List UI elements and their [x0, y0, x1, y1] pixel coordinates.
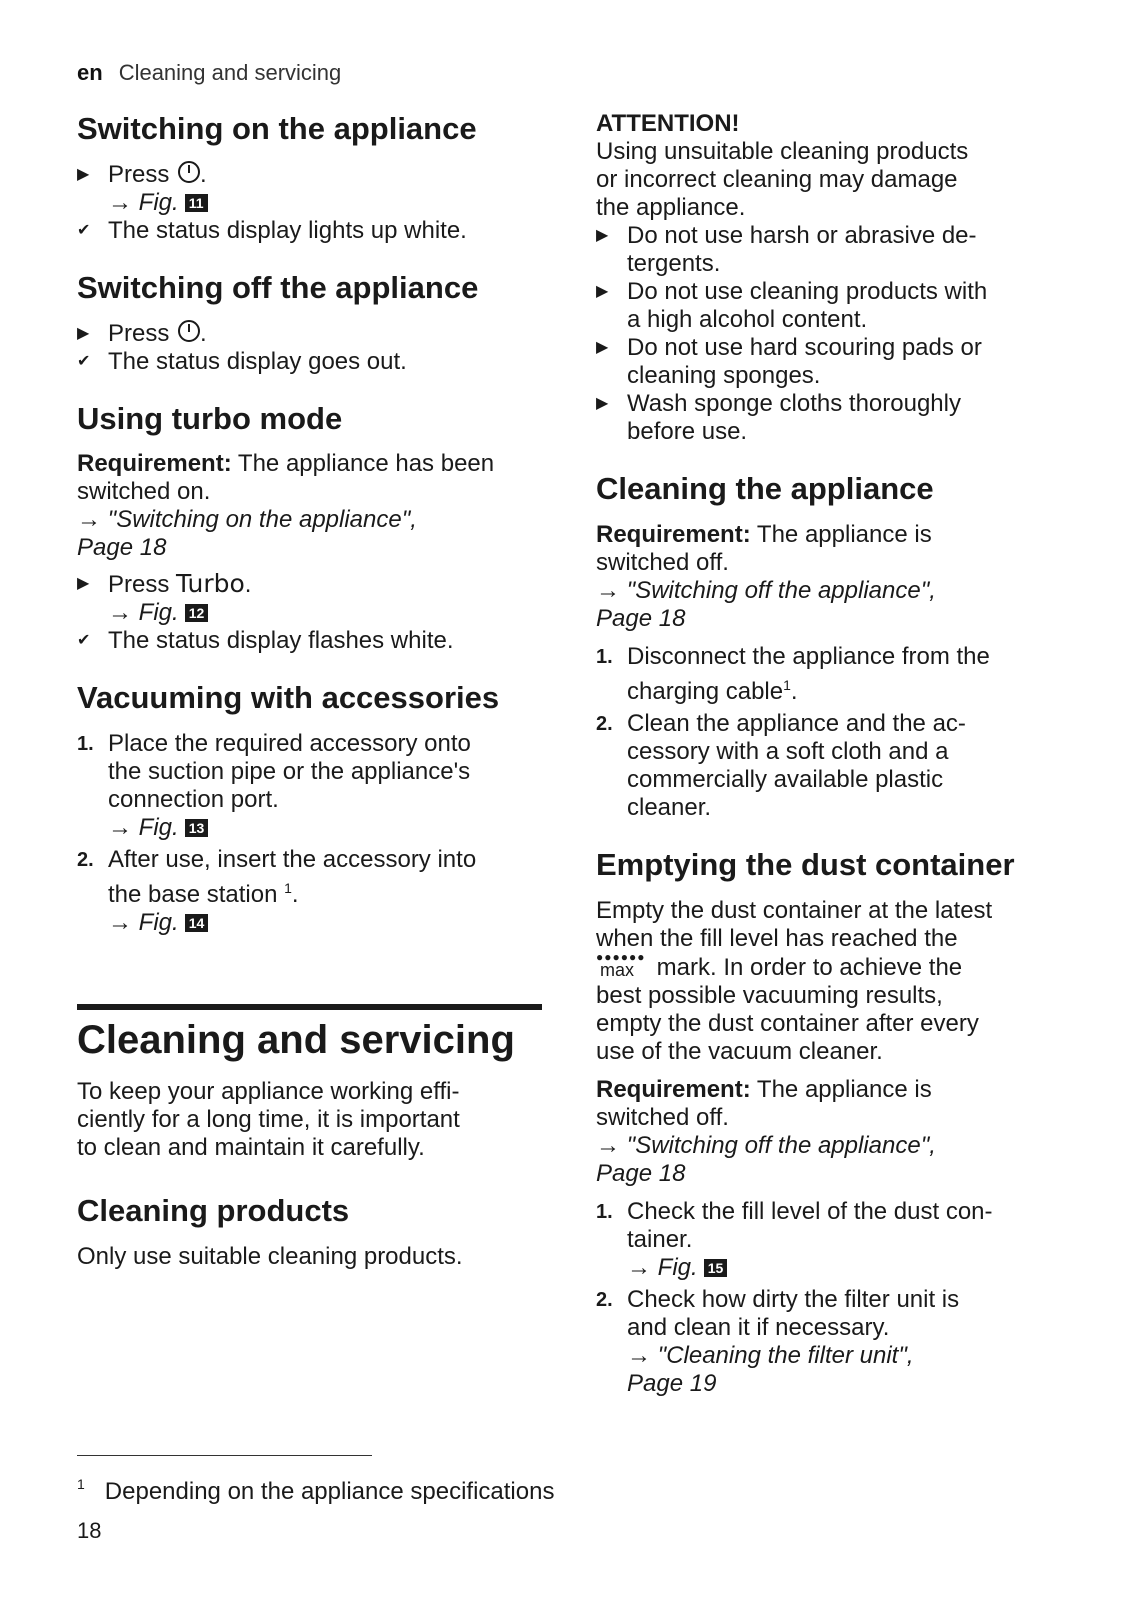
instruction-step: ▶ Press .	[77, 160, 207, 188]
left-column	[77, 110, 547, 961]
cross-reference: → "Switching off the appliance", Page 18	[596, 1131, 936, 1187]
attention-item: ▶ Do not use cleaning products with a high alcohol content.	[596, 278, 988, 333]
heading-switch-on: Switching on the appliance	[77, 111, 477, 146]
heading-cleaning-appliance: Cleaning the appliance	[596, 471, 934, 506]
triangle-bullet-icon: ▶	[596, 227, 609, 244]
footnote-marker: 1	[77, 1476, 85, 1492]
result-line: ✔ The status display flashes white.	[77, 627, 454, 655]
figure-reference: → Fig. 12	[77, 599, 547, 627]
instruction-step: ▶ Press .	[77, 319, 207, 347]
figure-number-badge: 11	[185, 194, 208, 212]
page-number: 18	[77, 1518, 102, 1543]
cleaning-intro: To keep your appliance working effi- ciently for a long time, it is important to clean and maintain it carefully.	[77, 1078, 460, 1161]
heading-cleaning-products: Cleaning products	[77, 1193, 350, 1228]
requirement: Requirement: The appliance has been switched on.	[77, 450, 495, 506]
figure-number-badge: 13	[185, 819, 209, 837]
numbered-step: 2. After use, insert the accessory into the base station $^1$. → Fig. 14	[77, 846, 547, 937]
attention-title: ATTENTION!	[596, 110, 740, 137]
figure-number-badge: 14	[185, 914, 209, 932]
footnote-marker: 1	[783, 676, 791, 693]
triangle-bullet-icon: ▶	[77, 165, 90, 183]
result-line: ✔ The status display lights up white.	[77, 216, 467, 244]
cleaning-products-text: Only use suitable cleaning products.	[77, 1242, 463, 1270]
attention-item: ▶ Wash sponge cloths thoroughly before use.	[596, 390, 961, 445]
max-fill-mark-icon: ●●●●●● max	[596, 949, 646, 980]
header-section-title: Cleaning and servicing	[118, 60, 342, 85]
heading-dust-container: Emptying the dust container	[596, 846, 1015, 882]
dust-paragraph: Empty the dust container at the latest when the fill level has reached the ●●●●●● max mark. In order to achieve the best possible vacuuming results, empty the dust container after every use of the vacuum cleaner.	[596, 896, 993, 1065]
heading-switch-off: Switching off the appliance	[77, 269, 479, 305]
attention-text: Using unsuitable cleaning products or incorrect cleaning may damage the appliance.	[596, 138, 969, 221]
section-turbo	[77, 400, 547, 656]
heading-vacuuming: Vacuuming with accessories	[77, 680, 500, 716]
triangle-bullet-icon: ▶	[77, 324, 90, 342]
footnote-marker: 1	[284, 880, 292, 896]
chapter-title: Cleaning and servicing	[77, 1018, 515, 1062]
instruction-step: ▶ Press Turbo.	[77, 569, 252, 599]
chapter-divider	[77, 1004, 542, 1010]
attention-block	[596, 110, 1066, 446]
section-cleaning-appliance	[596, 470, 1066, 822]
footnote-divider	[77, 1455, 372, 1456]
triangle-bullet-icon: ▶	[596, 339, 609, 356]
triangle-bullet-icon: ▶	[596, 395, 609, 412]
section-vacuuming	[77, 679, 547, 937]
section-switch-off	[77, 269, 547, 376]
power-button-icon	[178, 320, 200, 342]
numbered-step: 2. Clean the appliance and the ac- cessory with a soft cloth and a commercially available plastic cleaner.	[596, 709, 966, 821]
result-line: ✔ The status display goes out.	[77, 347, 407, 375]
cleaning-intro-block	[77, 1078, 547, 1271]
right-column	[596, 110, 1066, 1422]
turbo-button-label: Turbo	[176, 569, 245, 599]
page-header	[77, 60, 341, 86]
numbered-step: 1. Place the required accessory onto the suction pipe or the appliance's connection port. → Fig. 13	[77, 730, 547, 842]
figure-reference: → Fig. 15	[627, 1254, 1066, 1282]
footnote: $^1$ Depending on the appliance specifications	[77, 1476, 555, 1505]
triangle-bullet-icon: ▶	[77, 575, 90, 593]
heading-turbo: Using turbo mode	[77, 400, 343, 436]
section-dust-container	[596, 846, 1066, 1398]
language-code: en	[77, 60, 103, 85]
cross-reference: → "Cleaning the filter unit", Page 19	[627, 1341, 914, 1397]
numbered-step: 1. Check the fill level of the dust con- tainer. → Fig. 15	[596, 1198, 1066, 1282]
figure-reference: → Fig. 13	[108, 814, 547, 842]
checkmark-icon: ✔	[77, 352, 91, 370]
figure-number-badge: 12	[185, 604, 209, 622]
requirement: Requirement: The appliance is switched off.	[596, 1075, 932, 1131]
figure-reference: → Fig. 14	[108, 909, 547, 937]
figure-number-badge: 15	[704, 1259, 728, 1277]
numbered-step: 2. Check how dirty the filter unit is and clean it if necessary. → "Cleaning the filter unit", Page 19	[596, 1286, 1066, 1398]
numbered-step: 1. Disconnect the appliance from the charging cable$^1$.	[596, 642, 990, 705]
triangle-bullet-icon: ▶	[596, 283, 609, 300]
cross-reference: → "Switching off the appliance", Page 18	[596, 576, 936, 632]
section-switch-on	[77, 110, 547, 245]
attention-item: ▶ Do not use harsh or abrasive de- tergents.	[596, 222, 977, 277]
power-button-icon	[178, 161, 200, 183]
figure-reference: → Fig. 11	[77, 189, 547, 217]
requirement: Requirement: The appliance is switched off.	[596, 520, 932, 576]
cross-reference: → "Switching on the appliance", Page 18	[77, 506, 417, 562]
attention-item: ▶ Do not use hard scouring pads or cleaning sponges.	[596, 334, 982, 389]
checkmark-icon: ✔	[77, 632, 91, 650]
checkmark-icon: ✔	[77, 221, 91, 239]
